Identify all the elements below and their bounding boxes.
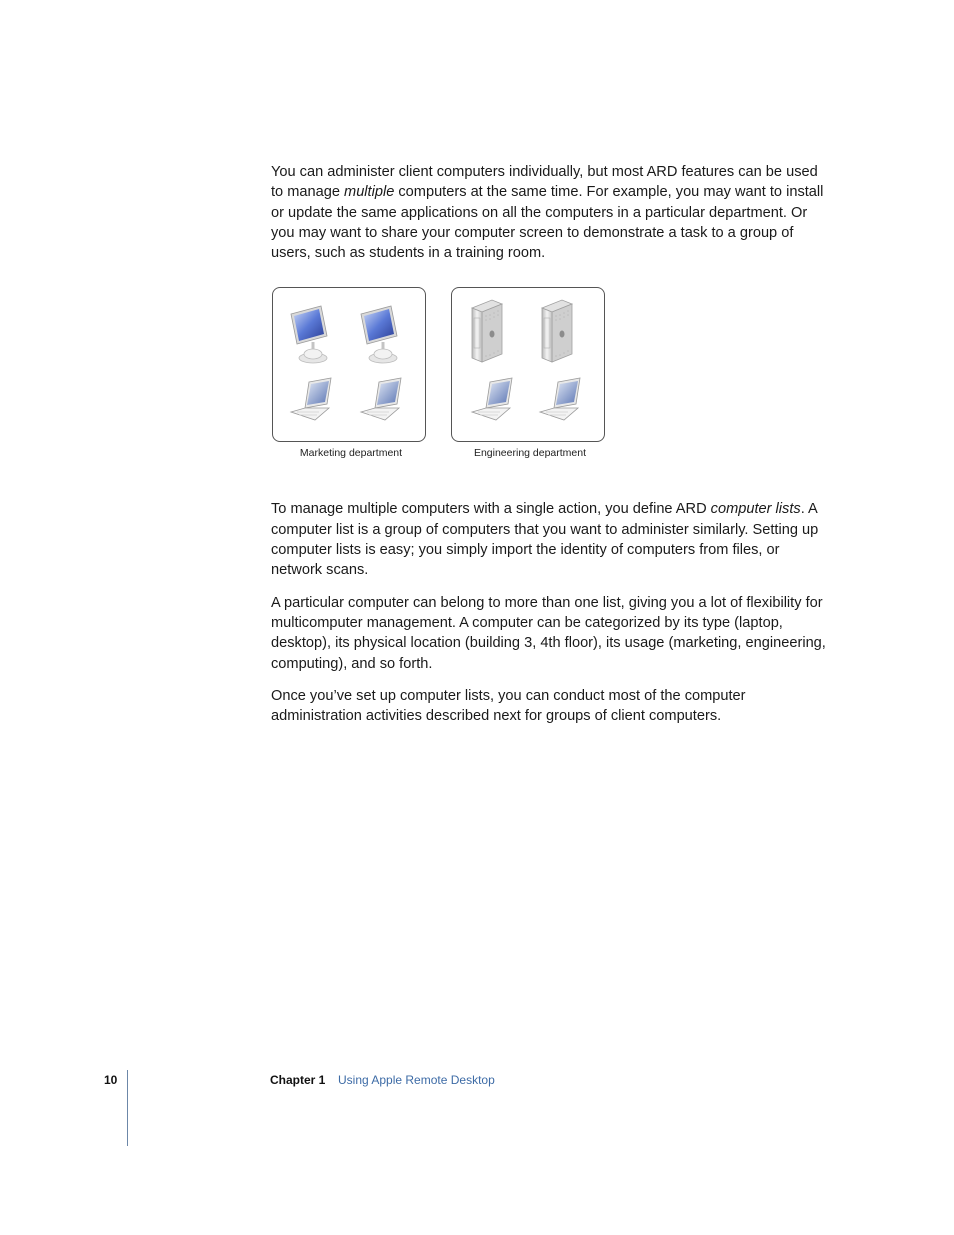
- chapter-label: Chapter 1: [270, 1073, 326, 1087]
- page-content: [271, 162, 831, 738]
- footer-rule: [127, 1070, 128, 1146]
- marketing-caption: Marketing department: [299, 447, 403, 460]
- ibook-icon: [361, 378, 401, 420]
- power-mac-tower-icon: [472, 300, 502, 362]
- imac-icon: [291, 306, 327, 363]
- imac-icon: [361, 306, 397, 363]
- paragraph-flexibility: A particular computer can belong to more than one list, giving you a lot of flexibility for multicomputer management. A computer can be categorized by its type (laptop, desktop), its physical location (building 3, 4th floor), its usage (marketing, engineering, computing), and so forth.: [271, 594, 826, 672]
- paragraph-activities: Once you’ve set up computer lists, you can conduct most of the computer administration activities described next for groups of client computers.: [271, 687, 746, 725]
- engineering-caption: Engineering department: [473, 447, 587, 460]
- department-figure: [271, 287, 831, 479]
- marketing-panel: [272, 287, 426, 442]
- power-mac-tower-icon: [542, 300, 572, 362]
- chapter-title: Using Apple Remote Desktop: [338, 1073, 495, 1087]
- ibook-icon: [540, 378, 580, 420]
- ibook-icon: [472, 378, 512, 420]
- ibook-icon: [291, 378, 331, 420]
- engineering-panel: [451, 287, 605, 442]
- paragraph-computer-lists: To manage multiple computers with a single action, you define ARD computer lists. A computer list is a group of computers that you want to administer similarly. Setting up computer lists is easy; you simply import the identity of computers from files, or network scans.: [271, 501, 819, 579]
- paragraph-intro: You can administer client computers individually, but most ARD features can be used to manage multiple computers at the same time. For example, you may want to install or update the same applications on all the computers in a particular department. Or you may want to share your computer screen to demonstrate a task to a group of users, such as students in a training room.: [271, 164, 824, 262]
- page-number: 10: [104, 1073, 118, 1087]
